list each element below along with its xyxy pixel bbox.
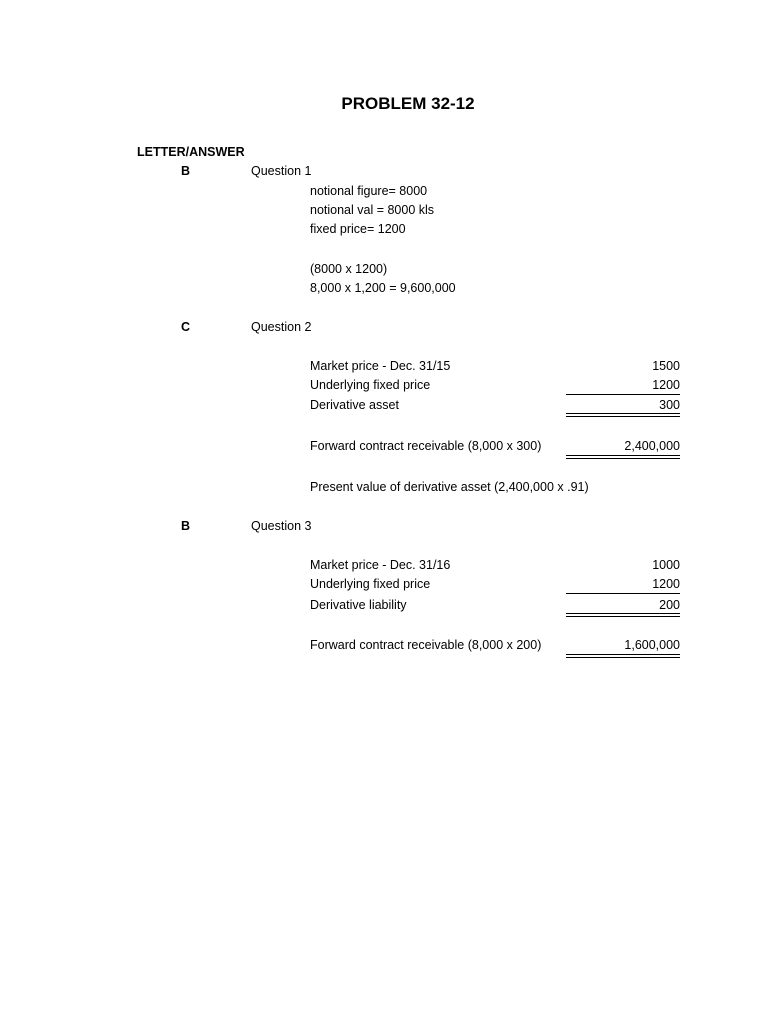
q3-row-label: Market price - Dec. 31/16 xyxy=(310,558,451,572)
q2-row-label: Market price - Dec. 31/15 xyxy=(310,359,451,373)
q1-letter: B xyxy=(181,164,191,178)
q2-label: Question 2 xyxy=(251,320,312,334)
q2-forward-double-rule xyxy=(566,455,680,459)
q1-line: 8,000 x 1,200 = 9,600,000 xyxy=(310,281,456,295)
q1-label: Question 1 xyxy=(251,164,312,178)
q3-row-value: 1000 xyxy=(652,558,680,572)
q2-total-double-rule xyxy=(566,413,680,417)
q3-total-double-rule xyxy=(566,613,680,617)
q2-row-label: Underlying fixed price xyxy=(310,378,431,392)
letter-answer-header: LETTER/ANSWER xyxy=(137,145,245,159)
q3-letter: B xyxy=(181,519,191,533)
q2-forward-value: 2,400,000 xyxy=(624,439,680,453)
q2-letter: C xyxy=(181,320,191,334)
q2-row-label: Derivative asset xyxy=(310,398,399,412)
q3-row-label: Underlying fixed price xyxy=(310,577,431,591)
q3-row-value: 200 xyxy=(659,598,680,612)
q3-row-label: Derivative liability xyxy=(310,598,407,612)
q2-row-value: 300 xyxy=(659,398,680,412)
q3-row-value: 1200 xyxy=(652,577,680,591)
q3-forward-label: Forward contract receivable (8,000 x 200) xyxy=(310,638,542,652)
page-title: PROBLEM 32-12 xyxy=(341,94,475,113)
q1-line: notional val = 8000 kls xyxy=(310,203,435,217)
q3-forward-value: 1,600,000 xyxy=(624,638,680,652)
q3-subtotal-rule xyxy=(566,593,680,594)
q3-label: Question 3 xyxy=(251,519,312,533)
q2-row-value: 1200 xyxy=(652,378,680,392)
q2-pv-label: Present value of derivative asset (2,400,000 x .91) xyxy=(310,480,589,494)
q2-row-value: 1500 xyxy=(652,359,680,373)
q1-line: (8000 x 1200) xyxy=(310,262,388,276)
q2-subtotal-rule xyxy=(566,394,680,395)
q3-forward-double-rule xyxy=(566,654,680,658)
q2-forward-label: Forward contract receivable (8,000 x 300) xyxy=(310,439,542,453)
q1-line: notional figure= 8000 xyxy=(310,184,428,198)
q1-line: fixed price= 1200 xyxy=(310,222,406,236)
